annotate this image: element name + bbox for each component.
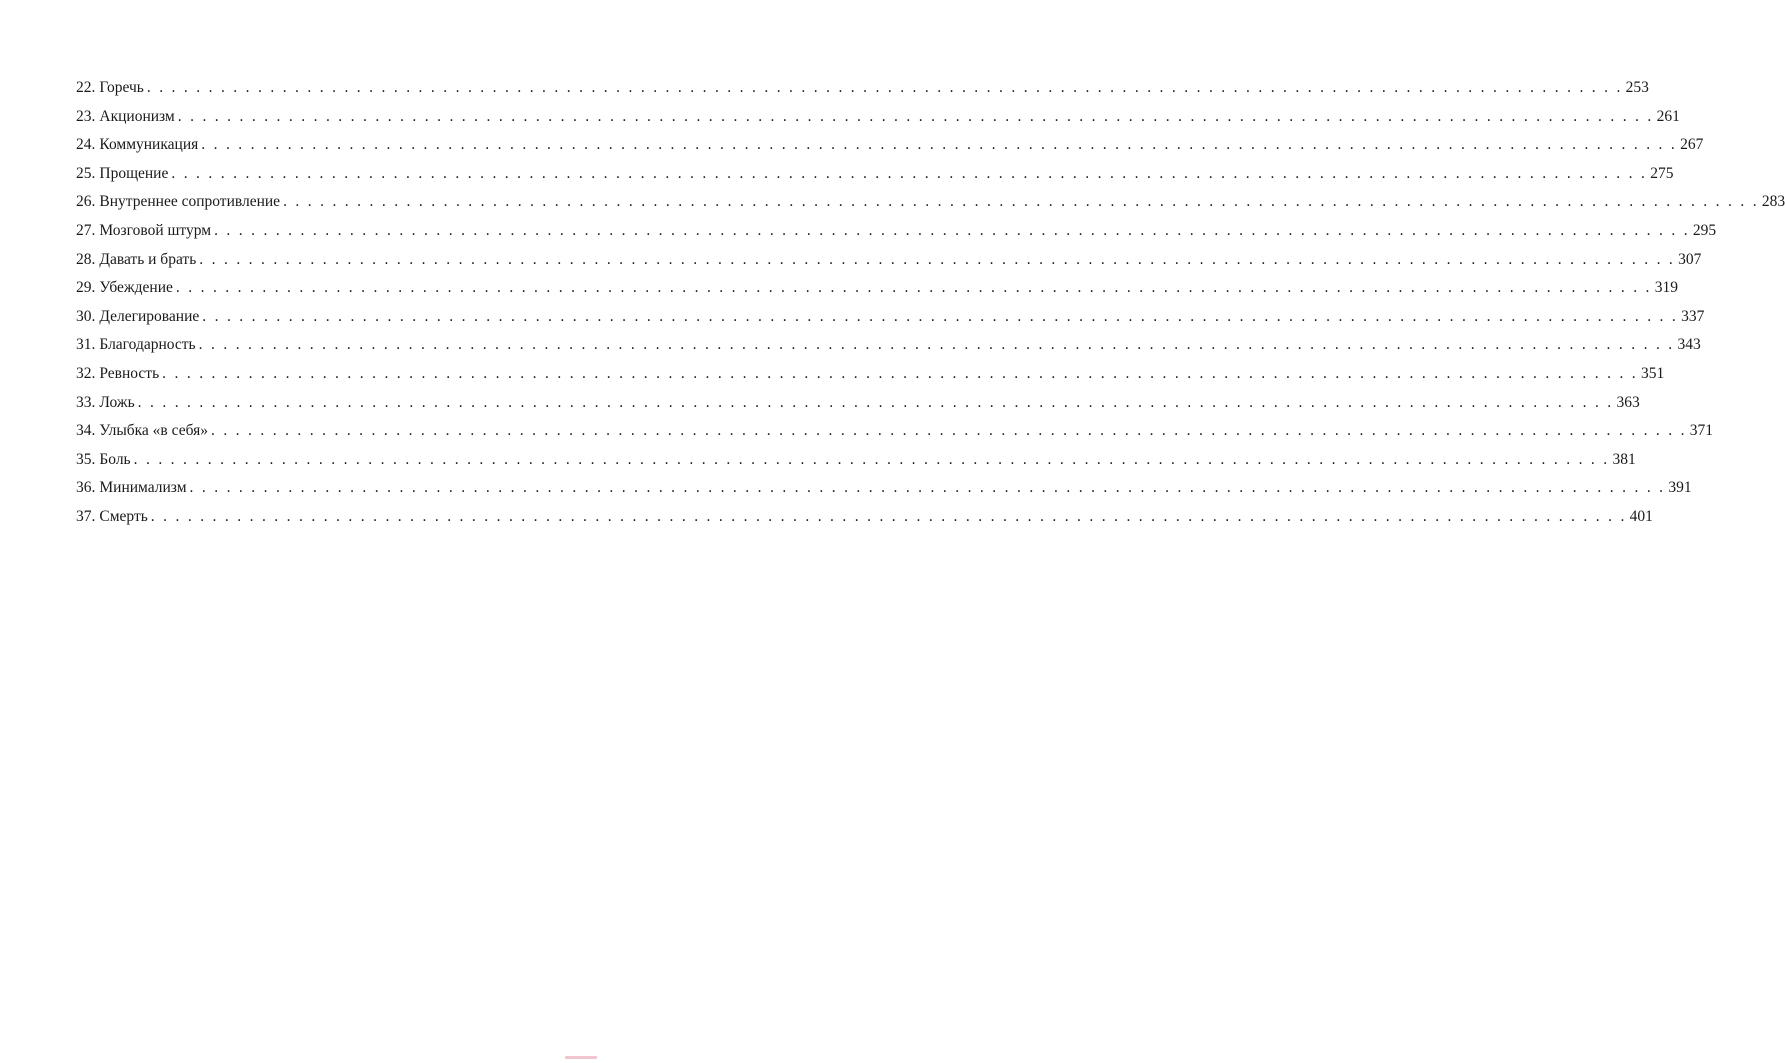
toc-entry[interactable] [76,389,1640,418]
toc-entry-title: Делегирование [99,307,200,325]
toc-entry-number: 34. [76,422,96,440]
toc-entry-title: Акционизм [99,107,175,125]
toc-entry-page-number: 307 [1678,250,1702,268]
toc-entry-page-number: 381 [1612,450,1636,468]
toc-entry-number: 36. [76,479,96,497]
toc-entry-number: 31. [76,336,96,354]
toc-entry[interactable] [76,446,1636,475]
toc-entry-page-number: 371 [1689,422,1714,440]
toc-entry-title: Горечь [99,79,144,96]
toc-entry-number: 24. [76,136,96,154]
dot-leader: . . . . . . . . . . . . . . . . . . . . . . . . . . . . . . . . . . . . . . . . . . . . . . . . . . . . . . . . . . . . . . . . . . . . . . . . . . . . . . . . . . . . . . . . . . . . . . . . . . . . . . . . . . . . . . . . . . . . . . . . [137,393,1614,411]
toc-entry-title: Коммуникация [99,136,199,154]
toc-entry[interactable] [76,131,1704,160]
toc-entry[interactable] [76,360,1665,389]
dot-leader: . . . . . . . . . . . . . . . . . . . . . . . . . . . . . . . . . . . . . . . . . . . . . . . . . . . . . . . . . . . . . . . . . . . . . . . . . . . . . . . . . . . . . . . . . . . . . . . . . . . . . . . . . . . . . . . . . . . . . . . . [150,507,1627,525]
toc-entry-number: 29. [76,279,96,297]
toc-entry-title: Ревность [99,364,160,382]
toc-entry[interactable] [76,303,1705,332]
toc-entry-number: 37. [76,507,96,525]
dot-leader: . . . . . . . . . . . . . . . . . . . . . . . . . . . . . . . . . . . . . . . . . . . . . . . . . . . . . . . . . . . . . . . . . . . . . . . . . . . . . . . . . . . . . . . . . . . . . . . . . . . . . . . . . . . . . . . . . . . . . . . . [198,336,1675,354]
dot-leader: . . . . . . . . . . . . . . . . . . . . . . . . . . . . . . . . . . . . . . . . . . . . . . . . . . . . . . . . . . . . . . . . . . . . . . . . . . . . . . . . . . . . . . . . . . . . . . . . . . . . . . . . . . . . . . . . . . . . . . . . [171,164,1648,182]
toc-entry-number: 30. [76,307,96,325]
toc-entry-page-number: 337 [1681,307,1705,325]
toc-entry-page-number: 363 [1616,393,1640,411]
toc-entry[interactable] [76,217,1717,246]
dot-leader: . . . . . . . . . . . . . . . . . . . . . . . . . . . . . . . . . . . . . . . . . . . . . . . . . . . . . . . . . . . . . . . . . . . . . . . . . . . . . . . . . . . . . . . . . . . . . . . . . . . . . . . . . . . . . . . . . . . . . . . . [177,107,1654,125]
toc-entry-number: 32. [76,364,96,382]
toc-entry[interactable] [76,103,1680,132]
toc-entry-title: Минимализм [99,479,187,497]
toc-entry[interactable] [76,474,1692,503]
toc-entry-title: Благодарность [99,336,196,354]
toc-entry[interactable] [76,417,1714,446]
toc-entry-number: 23. [76,107,96,125]
dot-leader: . . . . . . . . . . . . . . . . . . . . . . . . . . . . . . . . . . . . . . . . . . . . . . . . . . . . . . . . . . . . . . . . . . . . . . . . . . . . . . . . . . . . . . . . . . . . . . . . . . . . . . . . . . . . . . . . . . . . . . . . [133,450,1610,468]
toc-entry-title: Мозговой штурм [99,221,212,239]
toc-entry[interactable] [76,503,1653,532]
toc-entry-page-number: 283 [1761,193,1785,211]
toc-entry[interactable] [76,188,1785,217]
toc-entry-number: 27. [76,221,96,239]
dot-leader: . . . . . . . . . . . . . . . . . . . . . . . . . . . . . . . . . . . . . . . . . . . . . . . . . . . . . . . . . . . . . . . . . . . . . . . . . . . . . . . . . . . . . . . . . . . . . . . . . . . . . . . . . . . . . . . . . . . . . . . . [283,193,1759,211]
toc-entry-title: Убеждение [99,279,173,297]
toc-entry[interactable] [76,246,1702,275]
toc-entry-title: Боль [99,450,131,468]
toc-entry-page-number: 261 [1656,107,1680,125]
toc-entry-number: 25. [76,164,96,182]
toc-entry-page-number: 401 [1629,507,1653,525]
dot-leader: . . . . . . . . . . . . . . . . . . . . . . . . . . . . . . . . . . . . . . . . . . . . . . . . . . . . . . . . . . . . . . . . . . . . . . . . . . . . . . . . . . . . . . . . . . . . . . . . . . . . . . . . . . . . . . . . . . . . . . . . [214,221,1690,239]
page-corner-mark [565,1056,597,1059]
toc-entry-number: 28. [76,250,96,268]
toc-entry-title: Улыбка «в себя» [99,422,208,440]
toc-entry[interactable] [76,274,1678,303]
toc-entry-title: Ложь [99,393,135,411]
toc-entry-page-number: 267 [1680,136,1704,154]
dot-leader: . . . . . . . . . . . . . . . . . . . . . . . . . . . . . . . . . . . . . . . . . . . . . . . . . . . . . . . . . . . . . . . . . . . . . . . . . . . . . . . . . . . . . . . . . . . . . . . . . . . . . . . . . . . . . . . . . . . . . . . . [175,279,1652,297]
toc-entry-page-number: 295 [1692,221,1717,239]
toc-entry[interactable] [76,331,1701,360]
toc-entry-title: Давать и брать [99,250,197,268]
toc-entry-number: 35. [76,450,96,468]
toc-entry[interactable] [76,74,1649,103]
dot-leader: . . . . . . . . . . . . . . . . . . . . . . . . . . . . . . . . . . . . . . . . . . . . . . . . . . . . . . . . . . . . . . . . . . . . . . . . . . . . . . . . . . . . . . . . . . . . . . . . . . . . . . . . . . . . . . . . . . . . . . . . [201,136,1678,154]
toc-entry-page-number: 391 [1668,479,1692,497]
dot-leader: . . . . . . . . . . . . . . . . . . . . . . . . . . . . . . . . . . . . . . . . . . . . . . . . . . . . . . . . . . . . . . . . . . . . . . . . . . . . . . . . . . . . . . . . . . . . . . . . . . . . . . . . . . . . . . . . . . . . . . . . [189,479,1666,497]
toc-entry-title: Прощение [99,164,169,182]
toc-entry[interactable] [76,160,1674,189]
toc-entry-page-number: 253 [1625,79,1649,96]
dot-leader: . . . . . . . . . . . . . . . . . . . . . . . . . . . . . . . . . . . . . . . . . . . . . . . . . . . . . . . . . . . . . . . . . . . . . . . . . . . . . . . . . . . . . . . . . . . . . . . . . . . . . . . . . . . . . . . . . . . . . . . . [210,422,1687,440]
toc-entry-title: Внутреннее сопротивление [99,193,281,211]
toc-entry-page-number: 275 [1650,164,1674,182]
toc-entry-page-number: 351 [1640,364,1665,382]
toc-entry-title: Смерть [99,507,148,525]
toc-entry-page-number: 343 [1677,336,1701,354]
table-of-contents [76,74,1785,532]
toc-entry-page-number: 319 [1654,279,1678,297]
toc-entry-number: 26. [76,193,96,211]
dot-leader: . . . . . . . . . . . . . . . . . . . . . . . . . . . . . . . . . . . . . . . . . . . . . . . . . . . . . . . . . . . . . . . . . . . . . . . . . . . . . . . . . . . . . . . . . . . . . . . . . . . . . . . . . . . . . . . . . . . . . . . . [202,307,1679,325]
dot-leader: . . . . . . . . . . . . . . . . . . . . . . . . . . . . . . . . . . . . . . . . . . . . . . . . . . . . . . . . . . . . . . . . . . . . . . . . . . . . . . . . . . . . . . . . . . . . . . . . . . . . . . . . . . . . . . . . . . . . . . . . [146,79,1623,96]
dot-leader: . . . . . . . . . . . . . . . . . . . . . . . . . . . . . . . . . . . . . . . . . . . . . . . . . . . . . . . . . . . . . . . . . . . . . . . . . . . . . . . . . . . . . . . . . . . . . . . . . . . . . . . . . . . . . . . . . . . . . . . . [162,364,1638,382]
toc-entry-number: 22. [76,79,96,96]
dot-leader: . . . . . . . . . . . . . . . . . . . . . . . . . . . . . . . . . . . . . . . . . . . . . . . . . . . . . . . . . . . . . . . . . . . . . . . . . . . . . . . . . . . . . . . . . . . . . . . . . . . . . . . . . . . . . . . . . . . . . . . . [199,250,1676,268]
toc-entry-number: 33. [76,393,96,411]
